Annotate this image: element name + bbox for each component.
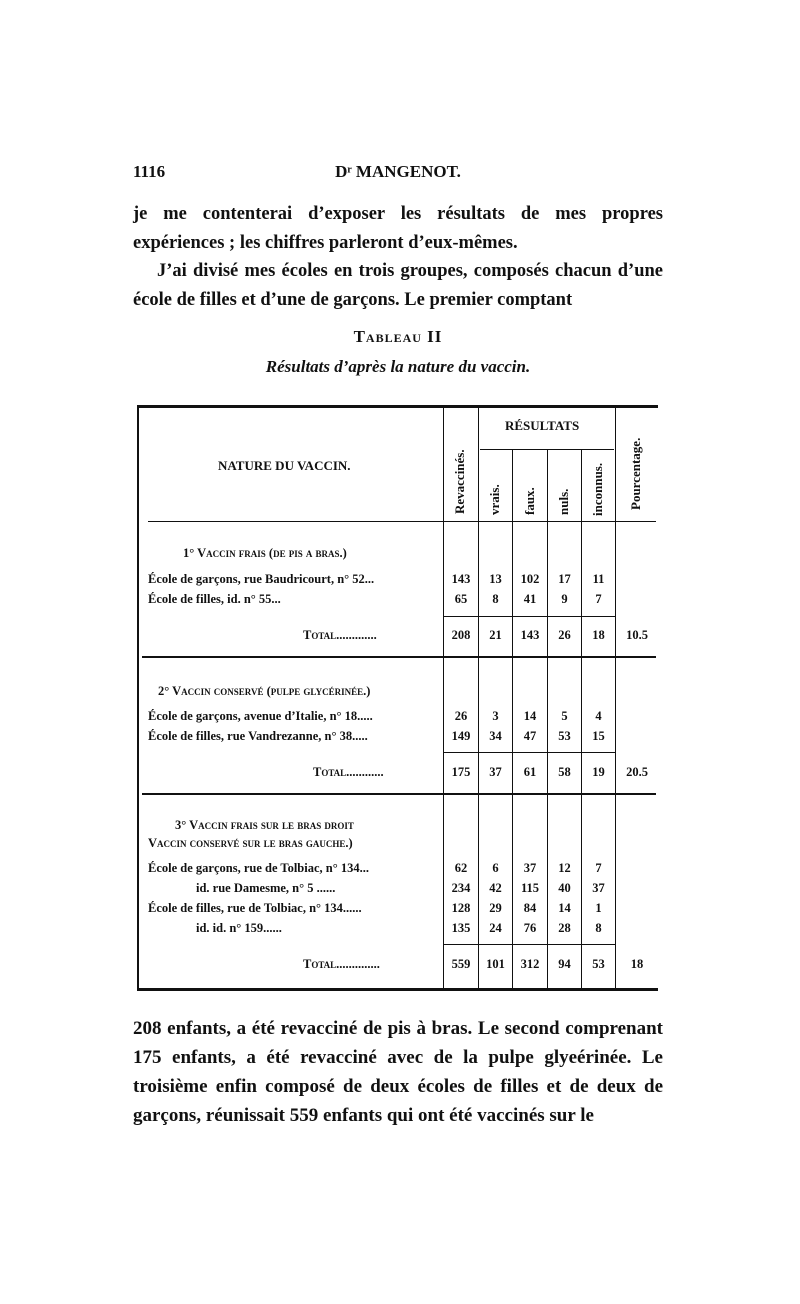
total-faux: 143 xyxy=(520,628,540,642)
total-pourcentage: 18 xyxy=(630,957,644,971)
row-label: id. rue Damesme, n° 5 ...... xyxy=(196,881,336,895)
row-label: École de filles, rue Vandrezanne, n° 38..... xyxy=(148,729,368,743)
row-label: École de garçons, rue Baudricourt, n° 52... xyxy=(148,572,375,586)
table-title: Tableau II xyxy=(353,327,443,346)
cell-revaccines: 128 xyxy=(451,901,471,915)
cell-faux: 84 xyxy=(523,901,537,915)
cell-revaccines: 62 xyxy=(454,861,468,875)
cell-nuls: 14 xyxy=(558,901,571,915)
cell-vrais: 34 xyxy=(489,729,502,743)
total-pourcentage: 10.5 xyxy=(626,628,648,642)
cell-vrais: 29 xyxy=(489,901,502,915)
cell-nuls: 28 xyxy=(558,921,571,935)
row-label: id. id. n° 159...... xyxy=(196,921,282,935)
cell-inconnus: 15 xyxy=(592,729,605,743)
group-rule xyxy=(142,793,656,795)
header-nature: NATURE DU VACCIN. xyxy=(218,458,351,473)
cell-vrais: 6 xyxy=(492,861,499,875)
header-vrais: vrais. xyxy=(487,484,502,515)
table-left-rule xyxy=(137,405,139,991)
cell-inconnus: 8 xyxy=(595,921,602,935)
cell-nuls: 17 xyxy=(558,572,571,586)
cell-faux: 47 xyxy=(523,729,537,743)
cell-revaccines: 143 xyxy=(451,572,471,586)
paragraph: J’ai divisé mes écoles en trois groupes, composés chacun d’une école de filles et d’une de garçons. Le premier comptant xyxy=(133,261,663,310)
cell-revaccines: 26 xyxy=(454,709,468,723)
total-revaccines: 175 xyxy=(451,765,471,779)
cell-nuls: 9 xyxy=(561,592,568,606)
total-inconnus: 53 xyxy=(592,957,605,971)
total-faux: 312 xyxy=(520,957,540,971)
row-label: École de garçons, rue de Tolbiac, n° 134... xyxy=(148,861,369,875)
cell-nuls: 5 xyxy=(561,709,568,723)
header-resultats: RÉSULTATS xyxy=(505,418,580,433)
cell-faux: 37 xyxy=(523,861,537,875)
paragraph: 208 enfants, a été revacciné de pis à bras. Le second comprenant 175 enfants, a été revacciné avec de la pulpe glyeérinée. Le troisième enfin composé de deux écoles de filles et de deux de garçons, réunissait 559 enfants qui ont été vaccinés sur le xyxy=(133,1018,663,1126)
header-revaccines: Revaccinés. xyxy=(452,449,467,514)
total-label: Total............. xyxy=(303,628,377,642)
total-inconnus: 19 xyxy=(592,765,605,779)
total-faux: 61 xyxy=(523,765,537,779)
cell-inconnus: 7 xyxy=(595,861,602,875)
cell-nuls: 40 xyxy=(558,881,571,895)
cell-vrais: 42 xyxy=(489,881,502,895)
running-title: Dʳ MANGENOT. xyxy=(335,162,461,181)
cell-inconnus: 1 xyxy=(595,901,602,915)
cell-faux: 115 xyxy=(520,881,540,895)
cell-faux: 41 xyxy=(523,592,537,606)
group-rule xyxy=(142,656,656,658)
header-rule xyxy=(148,521,656,522)
cell-inconnus: 7 xyxy=(595,592,602,606)
subtotal-rule xyxy=(444,616,615,617)
subtotal-rule xyxy=(444,752,615,753)
header-pourcentage: Pourcentage. xyxy=(628,437,643,510)
total-inconnus: 18 xyxy=(592,628,605,642)
table-subtitle: Résultats d’après la nature du vaccin. xyxy=(265,357,531,376)
total-vrais: 101 xyxy=(486,957,505,971)
table-bottom-rule xyxy=(137,988,658,991)
group-title: 2° Vaccin conservé (pulpe glycérinée.) xyxy=(158,684,371,698)
total-pourcentage: 20.5 xyxy=(626,765,648,779)
bottom-paragraph xyxy=(133,1014,663,1130)
cell-vrais: 3 xyxy=(492,709,499,723)
cell-inconnus: 37 xyxy=(592,881,605,895)
total-label: Total............ xyxy=(313,765,384,779)
header-faux: faux. xyxy=(522,487,537,515)
cell-nuls: 53 xyxy=(558,729,571,743)
resultats-brace xyxy=(480,449,614,450)
total-nuls: 94 xyxy=(558,957,571,971)
header-inconnus: inconnus. xyxy=(590,462,605,516)
row-label: École de filles, rue de Tolbiac, n° 134...... xyxy=(148,901,362,915)
row-label: École de filles, id. n° 55... xyxy=(148,592,281,606)
cell-faux: 14 xyxy=(523,709,537,723)
cell-revaccines: 135 xyxy=(451,921,471,935)
header-nuls: nuls. xyxy=(556,488,571,515)
total-nuls: 58 xyxy=(558,765,571,779)
cell-revaccines: 234 xyxy=(451,881,471,895)
group-title: 3° Vaccin frais sur le bras droit xyxy=(175,818,354,832)
group-title: 1° Vaccin frais (de pis a bras.) xyxy=(183,546,347,560)
cell-vrais: 8 xyxy=(492,592,499,606)
subtotal-rule xyxy=(444,944,615,945)
cell-faux: 102 xyxy=(520,572,540,586)
total-revaccines: 559 xyxy=(451,957,471,971)
cell-vrais: 24 xyxy=(489,921,502,935)
table-top-rule xyxy=(137,405,658,408)
total-vrais: 37 xyxy=(489,765,502,779)
cell-revaccines: 149 xyxy=(451,729,471,743)
cell-inconnus: 11 xyxy=(592,572,605,586)
group-title-line2: Vaccin conservé sur le bras gauche.) xyxy=(148,836,353,850)
page-number: 1116 xyxy=(133,162,166,181)
column-rule xyxy=(615,408,616,988)
cell-nuls: 12 xyxy=(558,861,571,875)
row-label: École de garçons, avenue d’Italie, n° 18..... xyxy=(148,709,373,723)
total-label: Total.............. xyxy=(303,957,380,971)
paragraph: je me contenterai d’exposer les résultats de mes propres expériences ; les chiffres parleront d’eux-mêmes. xyxy=(133,204,663,253)
cell-revaccines: 65 xyxy=(454,592,468,606)
total-nuls: 26 xyxy=(558,628,571,642)
total-vrais: 21 xyxy=(489,628,502,642)
cell-vrais: 13 xyxy=(489,572,502,586)
total-revaccines: 208 xyxy=(451,628,471,642)
cell-inconnus: 4 xyxy=(595,709,602,723)
cell-faux: 76 xyxy=(523,921,537,935)
